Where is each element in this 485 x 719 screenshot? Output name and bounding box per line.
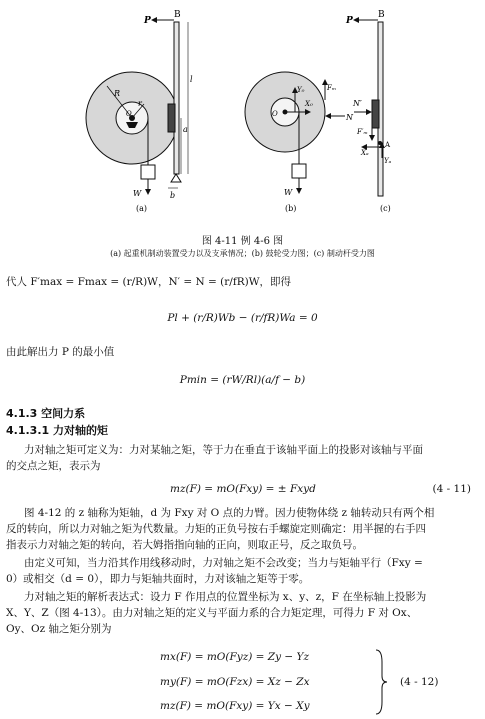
- label-B-c: B: [378, 10, 385, 20]
- label-O-b: O: [272, 110, 278, 118]
- analytic-line-3: Oy、Oz 轴之矩分别为: [6, 623, 112, 635]
- equation-4-11-body: mz(F) = mO(Fxy) = ± Fxyd: [170, 483, 316, 495]
- subfigure-label-a: (a): [136, 204, 148, 213]
- brake-shoe-c: [372, 100, 379, 128]
- weight-box-b: [292, 164, 306, 178]
- analytic-line-2: X、Y、Z（图 4-13）。由力对轴之矩的定义与平面力系的合力矩定理，可得力 F 对 Ox、: [6, 607, 418, 619]
- lever-bar-a: [174, 22, 179, 174]
- label-P-a: P: [144, 16, 151, 26]
- equation-brace: [374, 648, 388, 716]
- label-Np-c: N′: [353, 99, 362, 108]
- equation-4-11-number: (4 - 11): [432, 483, 471, 495]
- property-line-2: 0）或相交（d = 0），即力与矩轴共面时，力对该轴之矩等于零。: [6, 573, 310, 585]
- label-A-c: A: [385, 141, 391, 149]
- equation-pmin: Pmin = (rW/Rl)(a/f − b): [179, 374, 306, 386]
- brake-shoe-a: [168, 104, 175, 132]
- equation-4-12-my: my(F) = mO(Fzx) = Xz − Zx: [160, 676, 310, 688]
- section-heading-4-1-3-1: 4.1.3.1 力对轴的矩: [6, 424, 108, 437]
- subfigure-label-b: (b): [285, 204, 297, 213]
- label-Yo-b: Y₀: [297, 86, 305, 94]
- figure-caption-title: 图 4-11 例 4-6 图: [201, 236, 284, 247]
- explanation-line-1: 图 4-12 的 z 轴称为矩轴，d 为 Fxy 对 O 点的力臂。因力使物体绕 z 轴转动只有两个相: [24, 507, 435, 519]
- subfigure-a: [86, 20, 188, 194]
- label-Xo-b: X₀: [305, 100, 313, 108]
- figure-caption-sub: (a) 起重机制动装置受力以及支承情况；(b) 鼓轮受力图；(c) 制动杆受力图: [110, 249, 375, 258]
- label-R-a: R: [114, 89, 121, 98]
- figure-4-11: [0, 0, 485, 215]
- pivot-a: [171, 174, 181, 182]
- definition-line-1: 力对轴之矩可定义为：力对某轴之矩，等于力在垂直于该轴平面上的投影对该轴与平面: [24, 444, 423, 456]
- equation-moment-balance: Pl + (r/R)Wb − (r/fR)Wa = 0: [167, 312, 318, 324]
- label-N-b: N: [346, 113, 353, 122]
- pivot-A-c: [378, 141, 382, 145]
- label-XA-c: Xₐ: [361, 149, 369, 157]
- equation-4-12-mz: mz(F) = mO(Fxy) = Yx − Xy: [160, 700, 310, 712]
- subfigure-c: [354, 20, 383, 196]
- label-W-a: W: [133, 189, 142, 198]
- property-line-1: 由定义可知，当力沿其作用线移动时，力对轴之矩不会改变；当力与矩轴平行（Fxy =: [24, 557, 423, 569]
- label-B-a: B: [174, 10, 181, 20]
- solve-line: 由此解出力 P 的最小值: [6, 346, 115, 358]
- equation-4-11: [170, 483, 485, 495]
- substitution-line: 代人 F′max = Fmax = (r/R)W，N′ = N = (r/fR)W，即得: [6, 276, 292, 288]
- label-P-c: P: [346, 16, 353, 26]
- label-l-a: l: [190, 75, 193, 84]
- section-heading-4-1-3: 4.1.3 空间力系: [6, 407, 86, 420]
- label-b-a: b: [170, 191, 176, 200]
- label-Fmp-c: F′ₘ: [357, 128, 368, 136]
- explanation-line-3: 指表示力对轴之矩的转向，若大姆指指向轴的正向，则取正号，反之取负号。: [6, 539, 363, 551]
- label-W-b: W: [284, 188, 293, 197]
- label-a-a: a: [183, 125, 188, 134]
- definition-line-2: 的交点之矩，表示为: [6, 460, 101, 472]
- equation-4-12-mx: mx(F) = mO(Fyz) = Zy − Yz: [160, 651, 309, 663]
- label-O-a: O: [126, 110, 132, 118]
- equation-4-12-number: (4 - 12): [400, 676, 439, 688]
- analytic-line-1: 力对轴之矩的解析表达式：设力 F 作用点的位置坐标为 x、y、z，F 在坐标轴上投影为: [24, 591, 427, 603]
- explanation-line-2: 反的转向，所以力对轴之矩为代数量。力矩的正负号按右手螺旋定则确定：用半握的右手四: [6, 523, 426, 535]
- label-YA-c: Yₐ: [384, 157, 392, 165]
- subfigure-label-c: (c): [380, 204, 391, 213]
- label-r-a: r: [138, 99, 142, 108]
- weight-box-a: [141, 165, 155, 179]
- label-Fm-b: Fₘ: [327, 84, 337, 92]
